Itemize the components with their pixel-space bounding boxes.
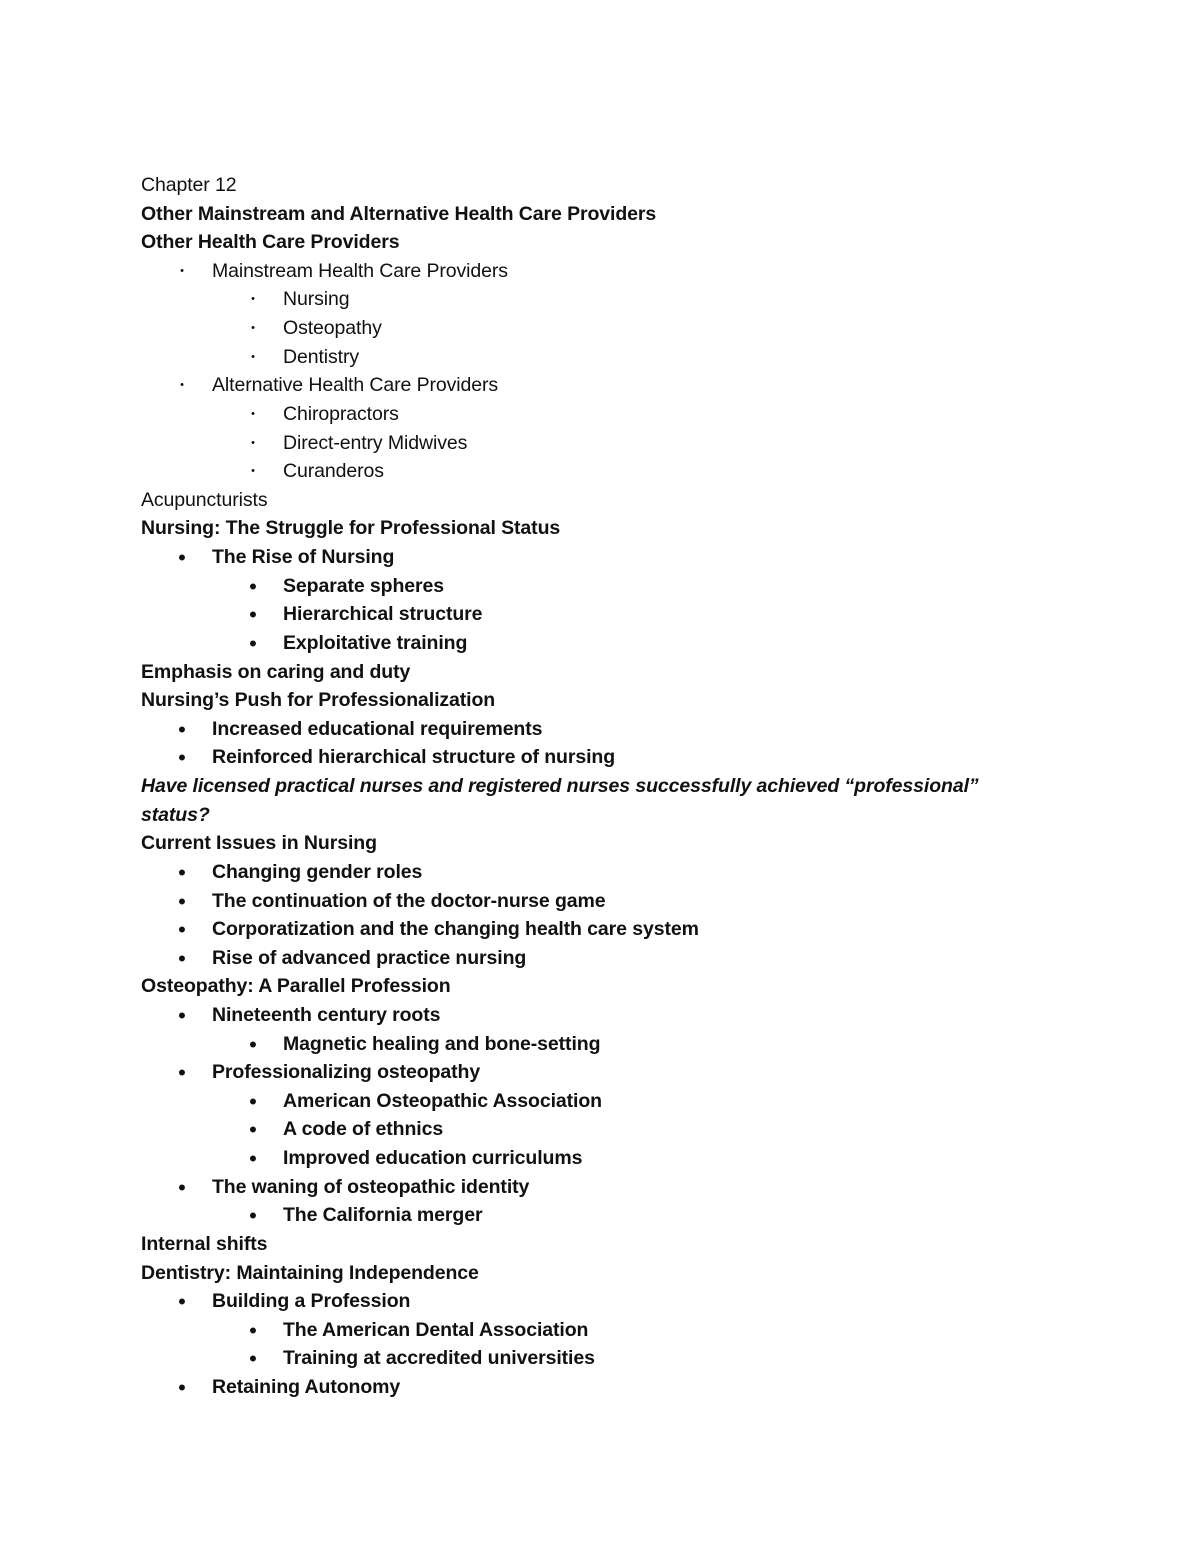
bullet-icon: • [178, 716, 186, 742]
bullet-icon: • [251, 407, 255, 420]
bullet-icon: • [178, 745, 186, 771]
bullet-icon: • [249, 630, 257, 656]
heading-line: Osteopathy: A Parallel Profession [141, 975, 451, 998]
bullet-icon: • [180, 379, 184, 392]
bullet-icon: • [249, 1317, 257, 1343]
bullet-icon: • [178, 1174, 186, 1200]
list-item: Improved education curriculums [283, 1147, 583, 1170]
heading-line: Emphasis on caring and duty [141, 660, 411, 683]
list-item: Changing gender roles [212, 860, 423, 883]
list-item: Chiropractors [283, 402, 399, 425]
bullet-icon: • [249, 1117, 257, 1143]
heading-line: Internal shifts [141, 1232, 268, 1255]
heading-line: Have licensed practical nurses and registered nurses successfully achieved “professional” [141, 775, 979, 798]
bullet-icon: • [251, 436, 255, 449]
list-item: Hierarchical structure [283, 603, 483, 626]
list-item: The waning of osteopathic identity [212, 1175, 530, 1198]
list-item: A code of ethnics [283, 1118, 444, 1141]
list-item: Rise of advanced practice nursing [212, 946, 527, 969]
bullet-icon: • [251, 293, 255, 306]
bullet-icon: • [178, 917, 186, 943]
list-item: Corporatization and the changing health care system [212, 918, 699, 941]
heading-line: Nursing: The Struggle for Professional Status [141, 517, 561, 540]
list-item: Alternative Health Care Providers [212, 374, 499, 397]
list-item: Reinforced hierarchical structure of nursing [212, 746, 616, 769]
bullet-icon: • [249, 1203, 257, 1229]
list-item: Mainstream Health Care Providers [212, 259, 508, 282]
bullet-icon: • [178, 1289, 186, 1315]
list-item: Dentistry [283, 345, 360, 368]
list-item: The American Dental Association [283, 1318, 589, 1341]
bullet-icon: • [251, 465, 255, 478]
list-item: Professionalizing osteopathy [212, 1061, 481, 1084]
bullet-icon: • [249, 602, 257, 628]
list-item: Magnetic healing and bone-setting [283, 1032, 601, 1055]
bullet-icon: • [251, 322, 255, 335]
heading-line: Current Issues in Nursing [141, 832, 377, 855]
bullet-icon: • [249, 573, 257, 599]
list-item: Exploitative training [283, 631, 468, 654]
bullet-icon: • [249, 1346, 257, 1372]
list-item: Nursing [283, 288, 350, 311]
bullet-icon: • [178, 1002, 186, 1028]
heading-line: Other Health Care Providers [141, 231, 400, 254]
heading-line: Nursing’s Push for Professionalization [141, 689, 496, 712]
bullet-icon: • [180, 264, 184, 277]
bullet-icon: • [178, 888, 186, 914]
heading-line: Chapter 12 [141, 174, 237, 196]
heading-line: status? [141, 803, 210, 826]
list-item: American Osteopathic Association [283, 1089, 602, 1112]
list-item: The continuation of the doctor-nurse game [212, 889, 606, 912]
list-item: Nineteenth century roots [212, 1003, 441, 1026]
bullet-icon: • [178, 1060, 186, 1086]
list-item: Curanderos [283, 460, 384, 483]
list-item: Separate spheres [283, 574, 444, 597]
heading-line: Dentistry: Maintaining Independence [141, 1261, 479, 1284]
list-item: Osteopathy [283, 317, 382, 340]
bullet-icon: • [251, 350, 255, 363]
list-item: The California merger [283, 1204, 483, 1227]
bullet-icon: • [249, 1146, 257, 1172]
bullet-icon: • [178, 1375, 186, 1401]
heading-line: Other Mainstream and Alternative Health Care Providers [141, 202, 657, 225]
list-item: Retaining Autonomy [212, 1376, 401, 1399]
list-item: Increased educational requirements [212, 717, 543, 740]
list-item: Direct-entry Midwives [283, 431, 468, 454]
bullet-icon: • [249, 1031, 257, 1057]
bullet-icon: • [249, 1088, 257, 1114]
bullet-icon: • [178, 545, 186, 571]
list-item: Building a Profession [212, 1290, 411, 1313]
bullet-icon: • [178, 859, 186, 885]
heading-line: Acupuncturists [141, 488, 268, 511]
list-item: Training at accredited universities [283, 1347, 595, 1370]
bullet-icon: • [178, 945, 186, 971]
list-item: The Rise of Nursing [212, 546, 395, 569]
